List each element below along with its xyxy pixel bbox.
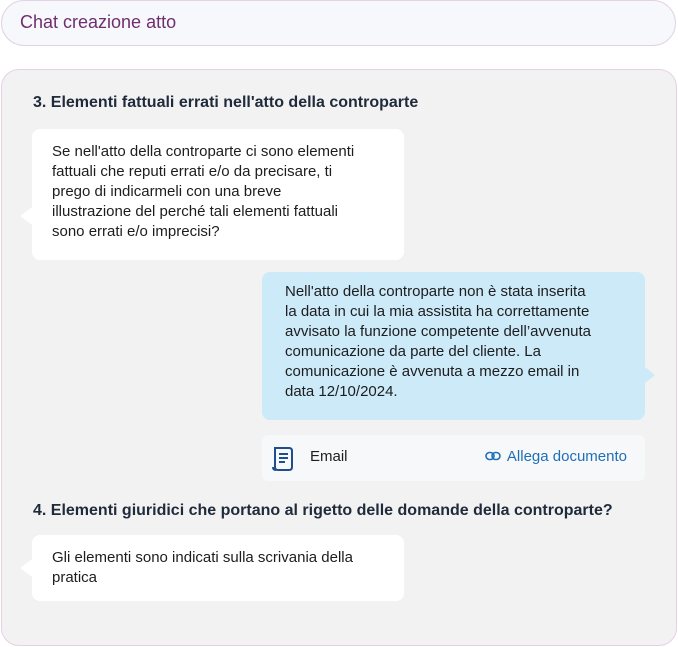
chat-title: Chat creazione atto: [20, 12, 177, 32]
bubble-tail: [20, 207, 32, 225]
incoming-message: [32, 129, 404, 260]
attach-document-label: Allega documento: [506, 448, 627, 465]
section-3-title: 3. Elementi fattuali errati nell'atto della controparte: [33, 94, 419, 111]
chat-header: [1, 0, 676, 46]
incoming-message: [32, 535, 404, 601]
section-4-title: 4. Elementi giuridici che portano al rigetto delle domande della controparte?: [33, 502, 613, 519]
document-icon: [272, 446, 294, 477]
bubble-tail: [20, 559, 32, 577]
incoming-message-text: Gli elementi sono indicati sulla scrivania della pratica: [52, 549, 353, 586]
outgoing-message-text: Nell'atto della controparte non è stata inserita la data in cui la mia assistita ha correttamente avvisato la funzione competente dell’avvenuta comunicazione da parte del cliente. La comunicazione è avvenuta a mezzo email in data 12/10/2024.: [285, 283, 592, 400]
bubble-tail: [645, 367, 655, 383]
attachment-bar: [262, 435, 645, 481]
link-icon: [485, 448, 501, 465]
outgoing-message: [262, 272, 645, 420]
attachment-type-label: Email: [310, 448, 348, 465]
incoming-message-text: Se nell'atto della controparte ci sono elementi fattuali che reputi errati e/o da precisare, ti prego di indicarmeli con una breve illustrazione del perché tali elementi fattuali sono errati e/o imprecisi?: [52, 143, 355, 240]
attach-document-link[interactable]: [485, 448, 627, 465]
